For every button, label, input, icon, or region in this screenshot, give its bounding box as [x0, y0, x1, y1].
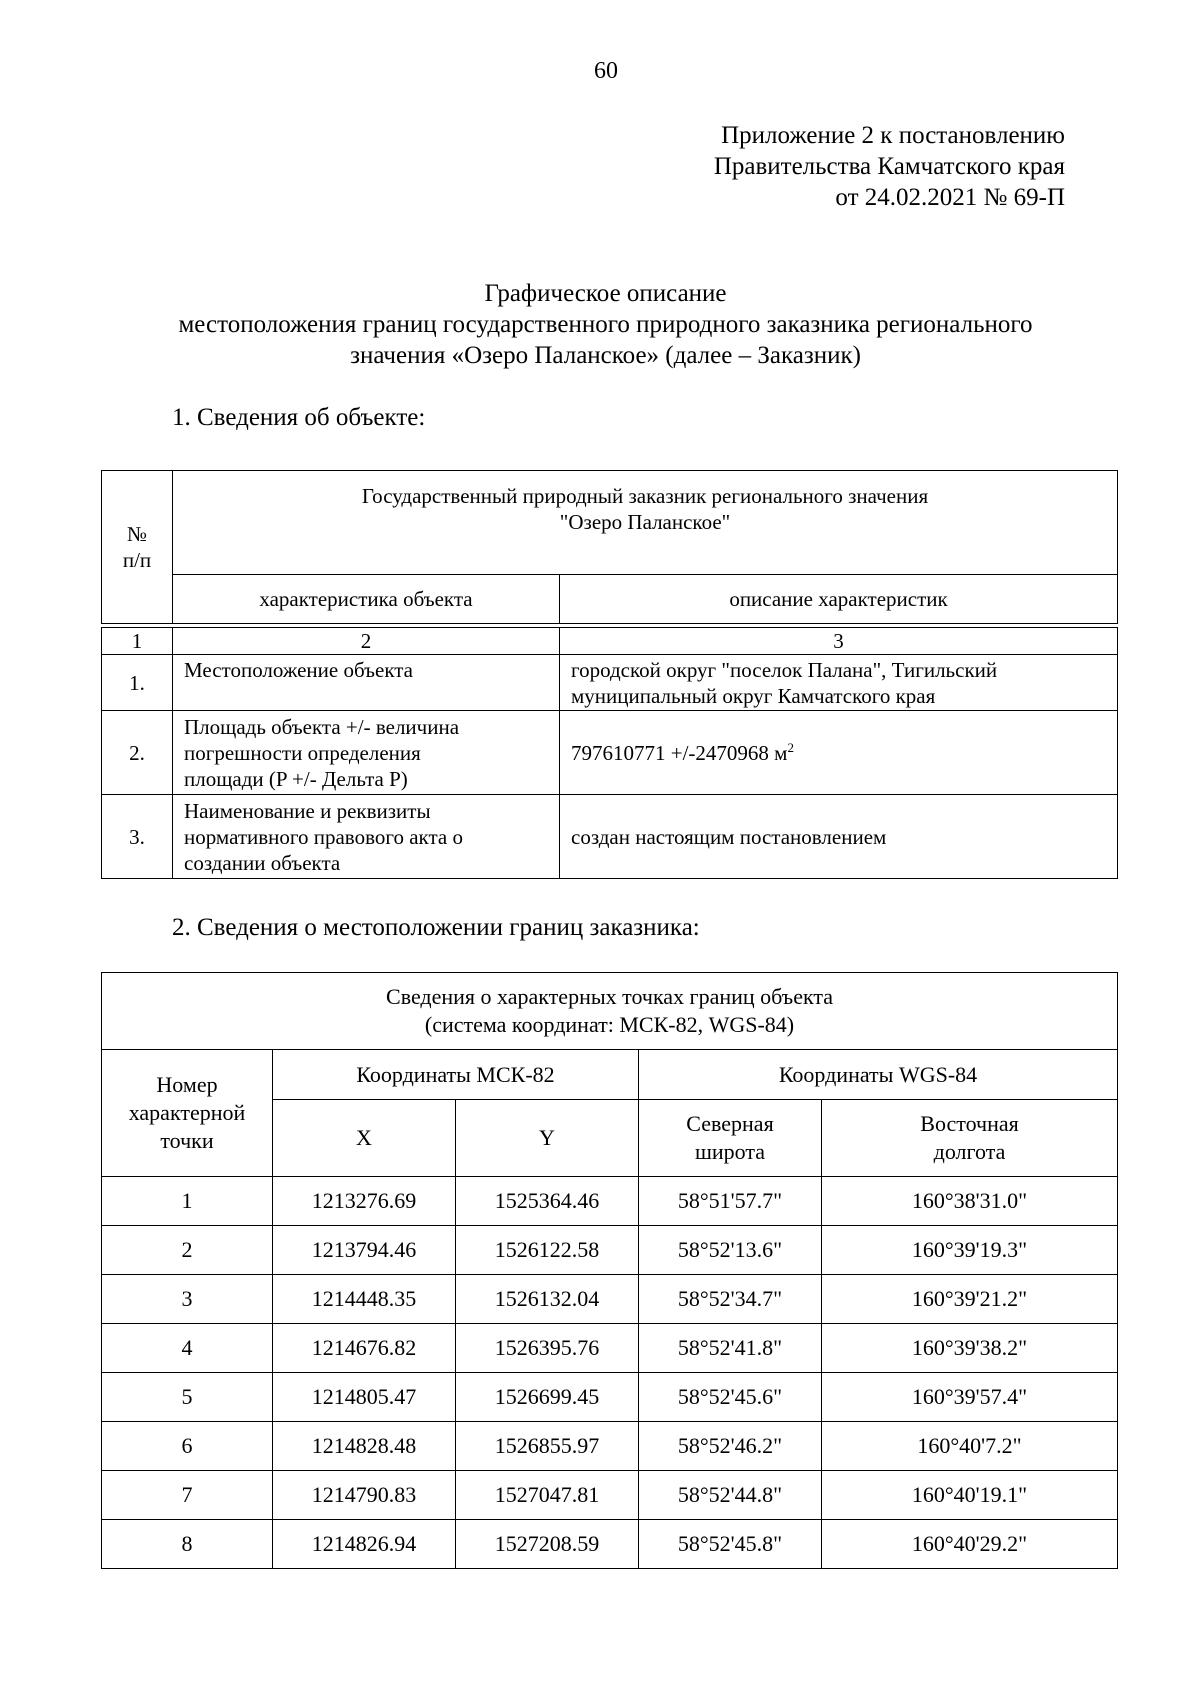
description-cell — [560, 655, 1118, 711]
x-value: 1214826.94 — [273, 1520, 456, 1569]
table-row — [102, 1275, 1118, 1324]
y-value: 1525364.46 — [456, 1177, 639, 1226]
point-number-header — [102, 1050, 273, 1177]
description-line: муниципальный округ Камчатского края — [571, 684, 936, 708]
point-number: 2 — [102, 1226, 273, 1275]
y-value: 1527047.81 — [456, 1471, 639, 1520]
section-heading-object-info: 1. Сведения об объекте: — [172, 404, 426, 431]
appendix-line: от 24.02.2021 № 69-П — [835, 184, 1065, 211]
document-title — [100, 278, 1111, 371]
latitude-value: 58°52'34.7" — [639, 1275, 822, 1324]
characteristic-cell — [173, 711, 560, 795]
characteristic-cell — [173, 795, 560, 879]
y-value: 1526122.58 — [456, 1226, 639, 1275]
longitude-header — [822, 1100, 1118, 1177]
row-number: 2. — [102, 711, 173, 795]
title-line: Графическое описание — [484, 280, 727, 307]
y-value: 1527208.59 — [456, 1520, 639, 1569]
table-row — [102, 1177, 1118, 1226]
description-line: городской округ "поселок Палана", Тигильский — [571, 658, 998, 682]
point-header-line: характерной — [128, 1100, 246, 1125]
description-cell: создан настоящим постановлением — [560, 795, 1118, 879]
header-description: описание характеристик — [560, 575, 1118, 624]
x-value: 1214448.35 — [273, 1275, 456, 1324]
appendix-reference — [714, 120, 1065, 213]
table-row — [102, 1373, 1118, 1422]
characteristic-line: создании объекта — [184, 850, 341, 875]
latitude-header-line: Северная — [686, 1111, 774, 1136]
latitude-value: 58°52'45.8" — [639, 1520, 822, 1569]
point-header-line: Номер — [156, 1072, 218, 1097]
appendix-line: Приложение 2 к постановлению — [721, 122, 1065, 149]
header-characteristic: характеристика объекта — [173, 575, 560, 624]
y-value: 1526395.76 — [456, 1324, 639, 1373]
longitude-value: 160°40'7.2" — [822, 1422, 1118, 1471]
point-number: 1 — [102, 1177, 273, 1226]
longitude-value: 160°39'38.2" — [822, 1324, 1118, 1373]
msk-header: Координаты МСК-82 — [273, 1050, 639, 1100]
x-value: 1214828.48 — [273, 1422, 456, 1471]
area-value: 797610771 +/-2470968 м — [571, 740, 788, 765]
table-row — [102, 655, 1118, 711]
characteristic-line: Площадь объекта +/- величина — [184, 714, 460, 739]
x-header: X — [273, 1100, 456, 1177]
latitude-value: 58°52'46.2" — [639, 1422, 822, 1471]
section-heading-boundaries: 2. Сведения о местоположении границ заказника: — [172, 914, 700, 941]
x-value: 1213794.46 — [273, 1226, 456, 1275]
row-number: 1. — [102, 655, 173, 711]
x-value: 1214676.82 — [273, 1324, 456, 1373]
characteristic-cell: Местоположение объекта — [173, 655, 560, 711]
table-title-line: (система координат: МСК-82, WGS-84) — [424, 1012, 795, 1037]
longitude-value: 160°40'19.1" — [822, 1471, 1118, 1520]
latitude-value: 58°51'57.7" — [639, 1177, 822, 1226]
table-row — [102, 711, 1118, 795]
header-number-line: п/п — [122, 548, 152, 572]
characteristic-line: нормативного правового акта о — [184, 824, 463, 849]
column-number: 2 — [173, 628, 560, 655]
column-number: 1 — [102, 628, 173, 655]
appendix-line: Правительства Камчатского края — [713, 153, 1065, 180]
longitude-value: 160°40'29.2" — [822, 1520, 1118, 1569]
characteristic-line: погрешности определения — [184, 740, 421, 765]
title-line: местоположения границ государственного природного заказника регионального — [178, 311, 1033, 338]
point-number: 8 — [102, 1520, 273, 1569]
row-number: 3. — [102, 795, 173, 879]
object-name-line: Государственный природный заказник регионального значения — [361, 484, 929, 508]
area-unit-superscript: 2 — [787, 739, 794, 755]
point-number: 4 — [102, 1324, 273, 1373]
header-number-line: № — [126, 522, 148, 546]
latitude-value: 58°52'13.6" — [639, 1226, 822, 1275]
latitude-header — [639, 1100, 822, 1177]
characteristic-line: Наименование и реквизиты — [184, 798, 431, 823]
table-title-cell — [102, 973, 1118, 1050]
object-info-table — [101, 470, 1118, 879]
column-number: 3 — [560, 628, 1118, 655]
point-header-line: точки — [160, 1128, 214, 1153]
y-value: 1526132.04 — [456, 1275, 639, 1324]
table-row — [102, 1422, 1118, 1471]
table-row — [102, 795, 1118, 879]
point-number: 5 — [102, 1373, 273, 1422]
table-title-line: Сведения о характерных точках границ объекта — [386, 984, 833, 1009]
characteristic-line: площади (P +/- Дельта P) — [184, 766, 408, 791]
y-value: 1526855.97 — [456, 1422, 639, 1471]
table-row — [102, 1520, 1118, 1569]
latitude-value: 58°52'45.6" — [639, 1373, 822, 1422]
point-number: 6 — [102, 1422, 273, 1471]
table-row — [102, 1324, 1118, 1373]
longitude-value: 160°39'21.2" — [822, 1275, 1118, 1324]
latitude-value: 58°52'41.8" — [639, 1324, 822, 1373]
latitude-header-line: широта — [694, 1139, 766, 1164]
boundary-points-table — [101, 972, 1118, 1569]
wgs-header: Координаты WGS-84 — [639, 1050, 1118, 1100]
object-name-line: "Озеро Паланское" — [559, 510, 731, 534]
description-cell — [560, 711, 1118, 795]
title-line: значения «Озеро Паланское» (далее – Заказник) — [350, 342, 861, 369]
y-header: Y — [456, 1100, 639, 1177]
header-number-cell — [102, 471, 173, 624]
table-row — [102, 1226, 1118, 1275]
table-row — [102, 1471, 1118, 1520]
longitude-value: 160°39'19.3" — [822, 1226, 1118, 1275]
point-number: 3 — [102, 1275, 273, 1324]
x-value: 1214790.83 — [273, 1471, 456, 1520]
longitude-header-line: Восточная — [920, 1111, 1019, 1136]
object-name-cell — [173, 471, 1118, 575]
y-value: 1526699.45 — [456, 1373, 639, 1422]
latitude-value: 58°52'44.8" — [639, 1471, 822, 1520]
longitude-header-line: долгота — [933, 1139, 1006, 1164]
longitude-value: 160°39'57.4" — [822, 1373, 1118, 1422]
x-value: 1214805.47 — [273, 1373, 456, 1422]
longitude-value: 160°38'31.0" — [822, 1177, 1118, 1226]
page-number: 60 — [594, 58, 618, 84]
x-value: 1213276.69 — [273, 1177, 456, 1226]
point-number: 7 — [102, 1471, 273, 1520]
